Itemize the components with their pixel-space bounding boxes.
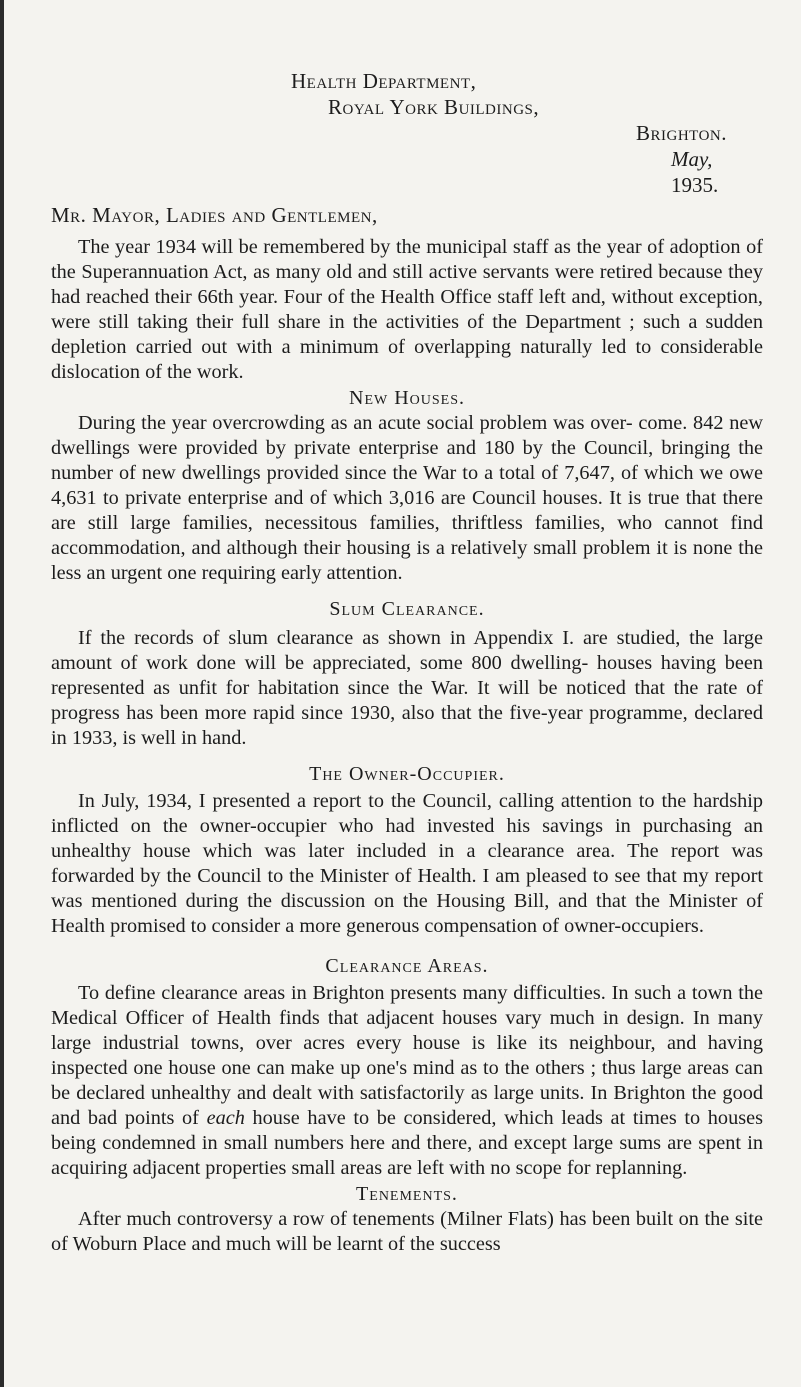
- heading-tenements: Tenements.: [356, 1183, 458, 1205]
- heading-new-houses: New Houses.: [349, 387, 465, 409]
- address-building: Royal York Buildings,: [328, 95, 540, 119]
- heading-slum-clearance: Slum Clearance.: [329, 598, 485, 620]
- paragraph-slum-clearance: If the records of slum clearance as shown in Appendix I. are studied, the large amount of work done will be appreciated, some 800 dwelling- houses having been represented as unfit for habitation since the War. It will be noticed that the rate of progress has been more rapid since 1930, also that the five-year programme, declared in 1933, is well in hand.: [51, 627, 763, 749]
- date-year: 1935.: [671, 173, 719, 197]
- heading-clearance-areas: Clearance Areas.: [325, 955, 489, 977]
- page-edge: [0, 0, 4, 1387]
- document-page: [51, 68, 763, 1257]
- address-department: Health Department,: [291, 69, 477, 93]
- letter-date: [671, 146, 763, 198]
- paragraph-owner-occupier: In July, 1934, I presented a report to the Council, calling attention to the hardship inflicted on the owner-occupier who had invested his savings in purchasing an unhealthy house which was later included in a clearance area. The report was forwarded by the Council to the Minister of Health. I am pleased to see that my report was mentioned during the discussion on the Housing Bill, and that the Minister of Health promised to consider a more generous compensation of owner-occupiers.: [51, 790, 763, 937]
- address-town: Brighton.: [636, 121, 727, 145]
- intro-paragraph: The year 1934 will be remembered by the municipal staff as the year of adoption of the Superannuation Act, as many old and still active servants were retired because they had reached their 66th year. Four of the Health Office staff left and, without exception, were still taking their full share in the activities of the Department ; such a sudden depletion carried out with a minimum of overlapping naturally led to considerable dislocation of the work.: [51, 236, 763, 383]
- date-month: May,: [671, 147, 713, 171]
- heading-owner-occupier: The Owner-Occupier.: [309, 763, 505, 785]
- paragraph-new-houses: During the year overcrowding as an acute social problem was over- come. 842 new dwellings were provided by private enterprise and 180 by the Council, bringing the number of new dwellings provided since the War to a total of 7,647, of which we owe 4,631 to private enterprise and of which 3,016 are Council houses. It is true that there are still large families, necessitous families, thriftless families, who cannot find accommodation, and although their housing is a relatively small problem it is none the less an urgent one requiring early attention.: [51, 412, 763, 584]
- salutation: Mr. Mayor, Ladies and Gentlemen,: [51, 203, 378, 227]
- clearance-text-a: To define clearance areas in Brighton presents many difficulties. In such a town the Medical Officer of Health finds that adjacent houses vary much in design. In many large industrial towns, over acres every house is like its neighbour, and having inspected one house one can make up one's mind as to the others ; thus large areas can be declared unhealthy and dealt with satisfactorily as large units. In Brighton the good and bad points of: [51, 982, 763, 1129]
- clearance-emphasis: each: [206, 1107, 245, 1129]
- paragraph-clearance-areas: [51, 981, 763, 1181]
- paragraph-tenements: After much controversy a row of tenements (Milner Flats) has been built on the site of Woburn Place and much will be learnt of the success: [51, 1208, 763, 1255]
- clearance-text-b: house have to be considered, which leads at times to houses being condemned in small numbers here and there, and except large sums are spent in acquiring adjacent properties small areas are left with no scope for replanning.: [51, 1107, 763, 1179]
